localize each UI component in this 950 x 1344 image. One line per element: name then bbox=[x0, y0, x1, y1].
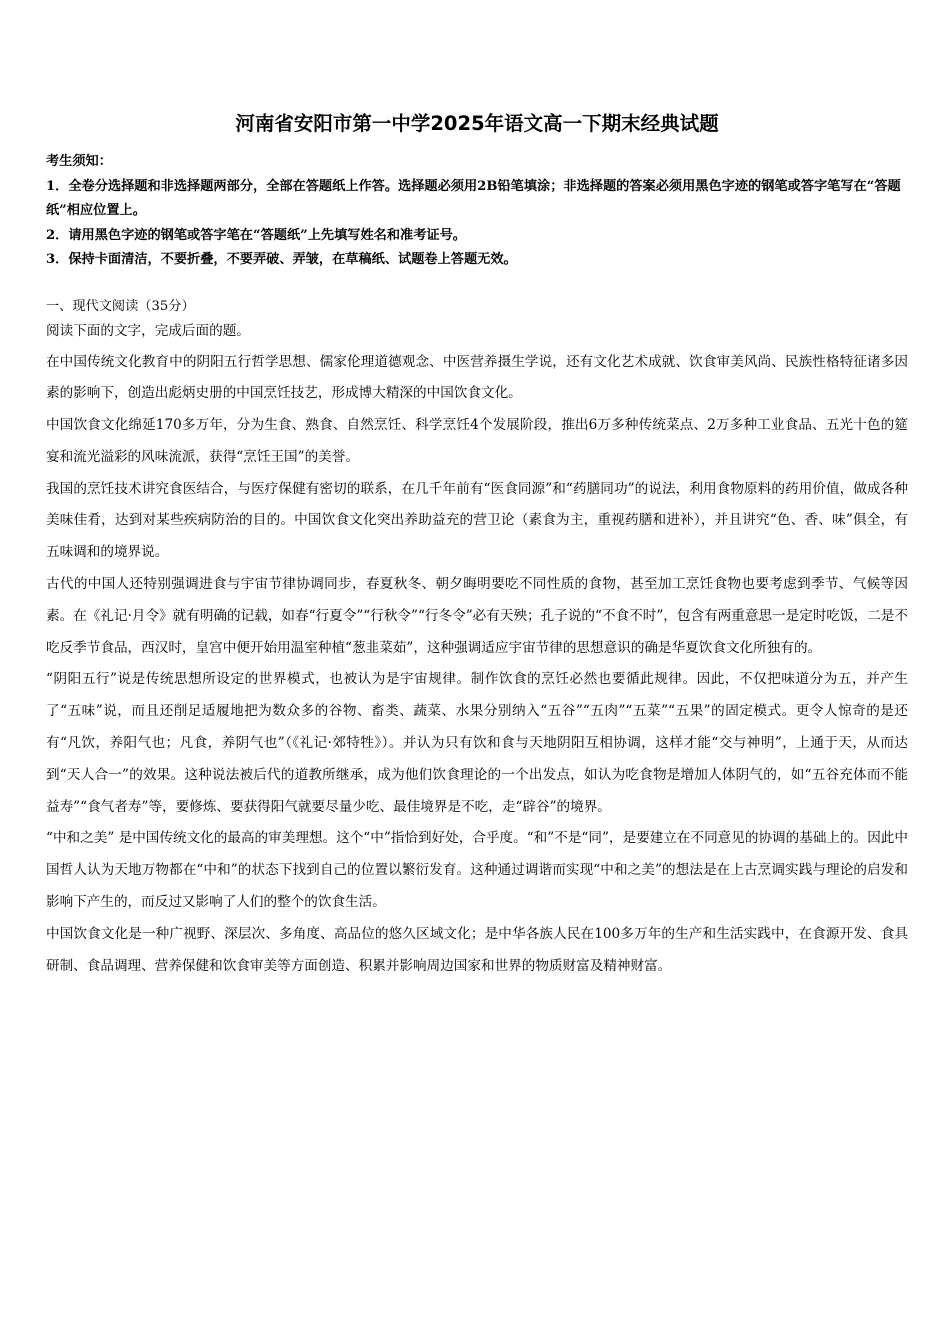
passage-paragraph: 我国的烹饪技术讲究食医结合，与医疗保健有密切的联系，在几千年前有“医食同源”和“药膳同功”的说法，利用食物原料的药用价值，做成各种美味佳肴，达到对某些疾病防治的目的。中国饮食文化突出养助益充的营卫论（素食为主，重视药膳和进补），并且讲究“色、香、味”俱全，有五味调和的境界说。 bbox=[46, 480, 908, 561]
passage-paragraph: “中和之美” 是中国传统文化的最高的审美理想。这个“中”指恰到好处，合乎度。“和”不是“同”，是要建立在不同意见的协调的基础上的。因此中国哲人认为天地万物都在“中和”的状态下找到自己的位置以繁衍发育。这种通过调谐而实现“中和之美”的想法是在上古烹调实践与理论的启发和影响下产生的，而反过又影响了人们的整个的饮食生活。 bbox=[46, 830, 908, 911]
passage-paragraph: 中国饮食文化是一种广视野、深层次、多角度、高品位的悠久区域文化；是中华各族人民在100多万年的生产和生活实践中，在食源开发、食具研制、食品调理、营养保健和饮食审美等方面创造、积累并影响周边国家和世界的物质财富及精神财富。 bbox=[46, 925, 908, 974]
notice-item: 2．请用黑色字迹的钢笔或答字笔在“答题纸”上先填写姓名和准考证号。 bbox=[46, 227, 466, 243]
exam-notice bbox=[46, 150, 908, 273]
passage-paragraph: 古代的中国人还特别强调进食与宇宙节律协调同步，春夏秋冬、朝夕晦明要吃不同性质的食物，甚至加工烹饪食物也要考虑到季节、气候等因素。在《礼记·月令》就有明确的记载，如春“行夏令”“行秋令”“行冬令”必有天殃；孔子说的“不食不时”，包含有两重意思一是定时吃饭，二是不吃反季节食品，西汉时，皇宫中便开始用温室种植“葱韭菜茹”，这种强调适应宇宙节律的思想意识的确是华夏饮食文化所独有的。 bbox=[46, 576, 908, 656]
reading-section bbox=[46, 295, 908, 983]
passage-paragraph: “阴阳五行”说是传统思想所设定的世界模式，也被认为是宇宙规律。制作饮食的烹饪必然也要循此规律。因此，不仅把味道分为五，并产生了“五味”说，而且还削足适履地把为数众多的谷物、畜类、蔬菜、水果分别纳入“五谷”“五肉”“五菜”“五果”的固定模式。更令人惊奇的是还有“凡饮，养阳气也；凡食，养阴气也”（《礼记·郊特牲》）。并认为只有饮和食与天地阴阳互相协调，这样才能“交与神明”，上通于天，从而达到“天人合一”的效果。这种说法被后代的道教所继承，成为他们饮食理论的一个出发点，如认为吃食物是增加人体阴气的，如“五谷充体而不能益寿”“食气者寿”等，要修炼、要获得阳气就要尽量少吃、最佳境界是不吃，走“辟谷”的境界。 bbox=[46, 671, 908, 815]
exam-page bbox=[46, 108, 908, 982]
page-title: 河南省安阳市第一中学2025年语文高一下期末经典试题 bbox=[235, 112, 719, 135]
notice-heading: 考生须知： bbox=[46, 154, 112, 169]
passage-paragraph: 中国饮食文化绵延170多万年，分为生食、熟食、自然烹饪、科学烹饪4个发展阶段，推出6万多种传统菜点、2万多种工业食品、五光十色的筵宴和流光溢彩的风味流派，获得“烹饪王国”的美誉。 bbox=[46, 417, 908, 465]
section-heading: 一、现代文阅读（35分） bbox=[46, 298, 195, 314]
passage-paragraph: 在中国传统文化教育中的阴阳五行哲学思想、儒家伦理道德观念、中医营养摄生学说，还有文化艺术成就、饮食审美风尚、民族性格特征诸多因素的影响下，创造出彪炳史册的中国烹饪技艺，形成博大精深的中国饮食文化。 bbox=[46, 353, 908, 402]
notice-item: 1．全卷分选择题和非选择题两部分，全部在答题纸上作答。选择题必须用2B铅笔填涂；非选择题的答案必须用黑色字迹的钢笔或答字笔写在“答题纸”相应位置上。 bbox=[46, 178, 901, 218]
section-intro: 阅读下面的文字，完成后面的题。 bbox=[46, 322, 250, 339]
notice-item: 3．保持卡面清洁，不要折叠，不要弄破、弄皱，在草稿纸、试题卷上答题无效。 bbox=[46, 252, 517, 267]
